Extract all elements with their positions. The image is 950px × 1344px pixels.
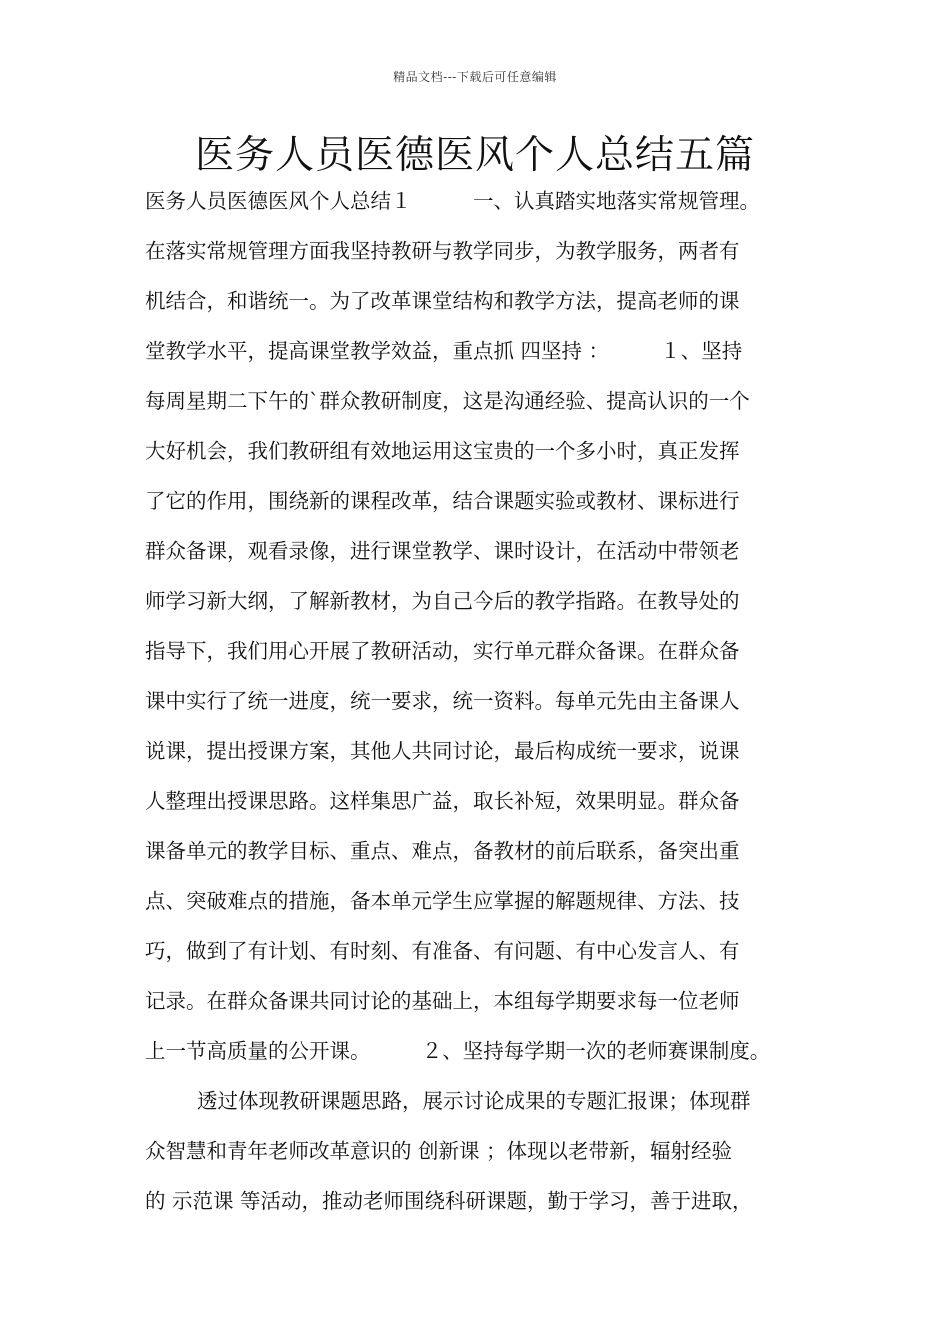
body-line: 众智慧和青年老师改革意识的 创新课 ；体现以老带新，辐射经验	[145, 1139, 733, 1163]
body-line: 医务人员医德医风个人总结１ 一、认真踏实地落实常规管理。	[145, 189, 760, 213]
body-line: 堂教学水平，提高课堂教学效益，重点抓 四坚持 ： １、坚持	[145, 339, 743, 363]
body-line: 人整理出授课思路。这样集思广益，取长补短，效果明显。群众备	[145, 789, 740, 813]
body-line: 群众备课，观看录像，进行课堂教学、课时设计，在活动中带领老	[145, 539, 740, 563]
body-line: 记录。在群众备课共同讨论的基础上，本组每学期要求每一位老师	[145, 989, 740, 1013]
header-note: 精品文档---下载后可任意编辑	[393, 70, 557, 84]
body-line: 上一节高质量的公开课。 ２、坚持每学期一次的老师赛课制度。	[145, 1039, 771, 1063]
body-line: 点、突破难点的措施，备本单元学生应掌握的解题规律、方法、技	[145, 889, 740, 913]
body-line: 巧，做到了有计划、有时刻、有准备、有问题、有中心发言人、有	[145, 939, 740, 963]
body-line: 师学习新大纲，了解新教材，为自己今后的教学指路。在教导处的	[145, 589, 740, 613]
body-line: 每周星期二下午的`群众教研制度，这是沟通经验、提高认识的一个	[145, 389, 750, 413]
body-line: 在落实常规管理方面我坚持教研与教学同步，为教学服务，两者有	[145, 239, 740, 263]
document-title: 医务人员医德医风个人总结五篇	[194, 133, 755, 178]
body-line: 课备单元的教学目标、重点、难点，备教材的前后联系，备突出重	[145, 839, 740, 863]
body-line: 课中实行了统一进度，统一要求，统一资料。每单元先由主备课人	[145, 689, 740, 713]
body-line: 了它的作用，围绕新的课程改革，结合课题实验或教材、课标进行	[145, 489, 740, 513]
body-line: 机结合，和谐统一。为了改革课堂结构和教学方法，提高老师的课	[145, 289, 740, 313]
body-line: 大好机会，我们教研组有效地运用这宝贵的一个多小时，真正发挥	[145, 439, 740, 463]
body-line: 说课，提出授课方案，其他人共同讨论，最后构成统一要求，说课	[145, 739, 740, 763]
body-line: 指导下，我们用心开展了教研活动，实行单元群众备课。在群众备	[145, 639, 740, 663]
body-line: 的 示范课 等活动，推动老师围绕科研课题，勤于学习，善于进取，	[145, 1189, 753, 1213]
document-body	[145, 186, 845, 1236]
body-line-indented: 透过体现教研课题思路，展示讨论成果的专题汇报课；体现群	[197, 1089, 751, 1113]
